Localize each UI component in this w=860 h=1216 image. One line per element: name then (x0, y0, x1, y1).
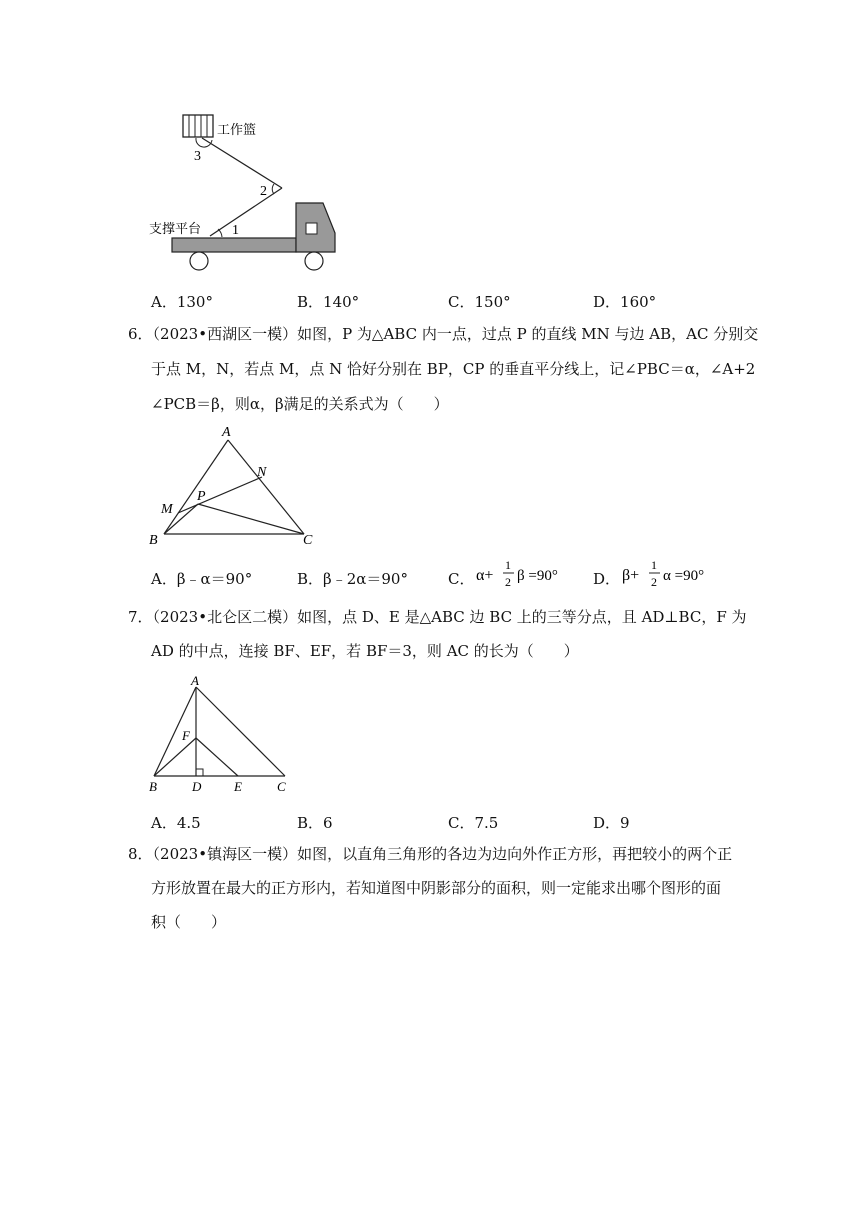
rear-wheel (190, 252, 208, 270)
work-basket (183, 115, 213, 137)
cab-window (306, 223, 317, 234)
side-ab (164, 440, 228, 534)
platform-label: 支撑平台 (149, 221, 202, 236)
q6-stem-line2: 于点 M，N，若点 M，点 N 恰好分别在 BP，CP 的垂直平分线上，记∠PBC＝α，∠A+2 (151, 360, 756, 378)
q8-stem-line2: 方形放置在最大的正方形内，若知道图中阴影部分的面积，则一定能求出哪个图形的面 (151, 879, 722, 897)
label-m: M (161, 502, 173, 517)
lower-arm (210, 188, 282, 236)
q6-option-b[interactable]: B．β﹣2α＝90° (297, 570, 408, 588)
truck-bed (172, 238, 296, 252)
q7-option-b[interactable]: B．6 (297, 814, 333, 832)
formula-d-den: 2 (651, 575, 657, 589)
q7-option-d[interactable]: D．9 (593, 814, 630, 832)
q6-figure (140, 420, 330, 550)
segment-ef (196, 738, 238, 776)
q5-option-d[interactable]: D．160° (593, 293, 657, 311)
formula-d-tail: α =90° (663, 568, 705, 584)
formula-c-lead: α+ (476, 567, 494, 584)
basket-label: 工作篮 (217, 122, 257, 137)
label-c: C (277, 779, 286, 794)
q7-stem-line2: AD 的中点，连接 BF、EF，若 BF＝3，则 AC 的长为（ ） (151, 642, 579, 660)
label-a: A (191, 673, 199, 688)
segment-cp (198, 504, 304, 534)
upper-arm (202, 138, 282, 188)
label-b: B (149, 533, 158, 548)
formula-d-num: 1 (651, 558, 657, 572)
q7-option-a[interactable]: A．4.5 (151, 814, 201, 832)
label-n: N (257, 465, 267, 480)
label-p: P (197, 489, 206, 504)
q8-stem-line3: 积（ ） (151, 913, 227, 931)
angle1-arc (218, 229, 222, 237)
q7-stem-line1: 7．（2023•北仑区二模）如图，点 D、E 是△ABC 边 BC 上的三等分点，且 AD⊥BC，F 为 (128, 608, 747, 626)
q5-option-b[interactable]: B．140° (297, 293, 360, 311)
q7-figure (140, 672, 310, 800)
label-d: D (192, 779, 202, 794)
q7-option-c[interactable]: C．7.5 (448, 814, 499, 832)
q6-option-d-formula[interactable] (620, 556, 730, 592)
side-ac (196, 687, 285, 776)
formula-c-num: 1 (505, 558, 511, 572)
q5-option-a[interactable]: A．130° (151, 293, 213, 311)
q5-option-c[interactable]: C．150° (448, 293, 511, 311)
angle2-arc (272, 184, 274, 194)
angle1-label: 1 (232, 223, 239, 238)
q6-option-c[interactable]: C． (448, 570, 475, 588)
segment-bf (154, 738, 196, 776)
q5-figure (140, 108, 360, 278)
front-wheel (305, 252, 323, 270)
label-c: C (303, 533, 313, 548)
q6-option-a[interactable]: A．β﹣α＝90° (151, 570, 253, 588)
label-f: F (182, 728, 190, 743)
formula-c-tail: β =90° (517, 568, 558, 584)
angle3-label: 3 (194, 149, 201, 164)
formula-d-lead: β+ (622, 567, 640, 584)
q6-option-c-formula[interactable] (474, 556, 584, 592)
q8-stem-line1: 8．（2023•镇海区一模）如图，以直角三角形的各边为边向外作正方形，再把较小的两个正 (128, 845, 733, 863)
label-b: B (149, 779, 157, 794)
formula-c-den: 2 (505, 575, 511, 589)
label-e: E (234, 779, 242, 794)
angle2-label: 2 (260, 184, 267, 199)
q6-option-d[interactable]: D． (593, 570, 621, 588)
right-angle-mark (196, 769, 203, 776)
label-a: A (222, 425, 231, 440)
q6-stem-line1: 6．（2023•西湖区一模）如图，P 为△ABC 内一点，过点 P 的直线 MN 与边 AB，AC 分别交 (128, 325, 759, 343)
q6-stem-line3: ∠PCB＝β，则α，β满足的关系式为（ ） (151, 395, 449, 413)
